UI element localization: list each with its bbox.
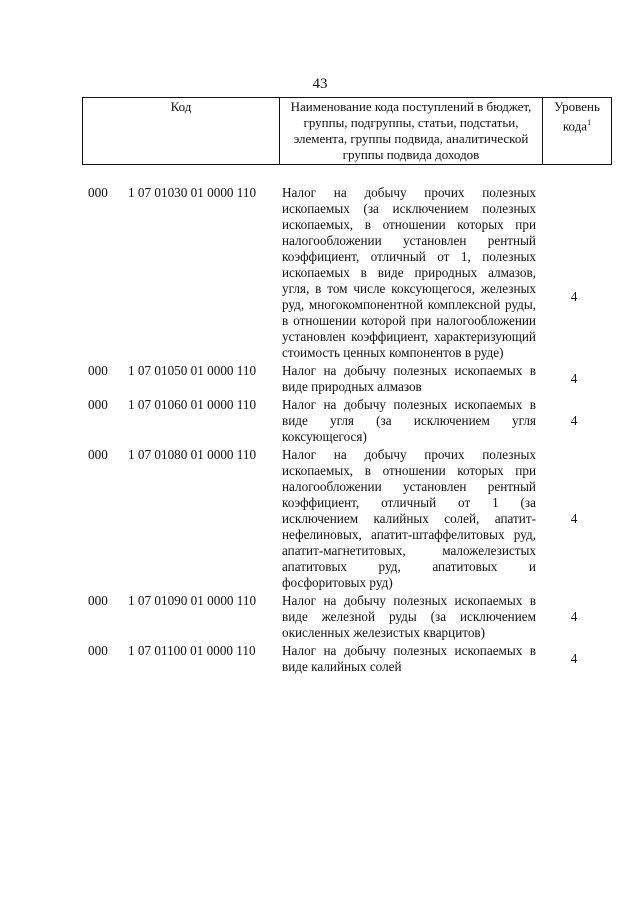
table-row — [0, 185, 640, 361]
row-name: Налог на добычу полезных ископаемых в виде железной руды (за исключением окисленных железистых кварцитов) — [282, 593, 536, 640]
table-row — [0, 397, 640, 445]
header-table — [82, 97, 612, 165]
table-row — [0, 447, 640, 591]
row-prefix: 000 — [88, 593, 108, 608]
row-level: 4 — [570, 511, 578, 526]
header-level-label: Уровень кода — [554, 99, 600, 134]
row-level: 4 — [570, 289, 578, 304]
page-number: 43 — [312, 76, 328, 92]
header-name: Наименование кода поступлений в бюджет, группы, подгруппы, статьи, подстатьи, элемента, группы подвида, аналитической группы подвида доходов — [280, 98, 543, 165]
row-level: 4 — [570, 413, 578, 428]
row-code: 1 07 01080 01 0000 110 — [128, 447, 257, 462]
code-rows — [0, 185, 640, 675]
row-code: 1 07 01050 01 0000 110 — [128, 363, 257, 378]
row-level: 4 — [570, 651, 578, 666]
row-name: Налог на добычу полезных ископаемых в виде угля (за исключением угля коксующегося) — [282, 397, 536, 444]
row-level: 4 — [570, 371, 578, 386]
row-prefix: 000 — [88, 447, 108, 462]
row-code: 1 07 01030 01 0000 110 — [128, 185, 257, 200]
header-row — [83, 98, 612, 165]
row-code: 1 07 01090 01 0000 110 — [128, 593, 257, 608]
row-name: Налог на добычу полезных ископаемых в виде природных алмазов — [282, 363, 536, 394]
header-level — [543, 98, 612, 165]
row-prefix: 000 — [88, 643, 108, 658]
row-prefix: 000 — [88, 363, 108, 378]
table-row — [0, 643, 640, 675]
row-level: 4 — [570, 609, 578, 624]
row-code: 1 07 01100 01 0000 110 — [128, 643, 256, 658]
row-code: 1 07 01060 01 0000 110 — [128, 397, 257, 412]
row-name: Налог на добычу полезных ископаемых в виде калийных солей — [282, 643, 536, 674]
row-name: Налог на добычу прочих полезных ископаемых, в отношении которых при налогообложении установлен рентный коэффициент, отличный от 1 (за исключением калийных солей, апатит-нефелиновых, апатит-штаффелитовых руд, апатит-магнетитовых, маложелезистых апатитовых руд, апатитовых и фосфоритовых руд) — [282, 447, 536, 590]
row-name: Налог на добычу прочих полезных ископаемых (за исключением полезных ископаемых, в отношении которых при налогообложении установлен рентный коэффициент, отличный от 1, полезных ископаемых в виде природных алмазов, угля, в том числе коксующегося, железных руд, многокомпонентной комплексной руды, в отношении которой при налогообложении установлен коэффициент, характеризующий стоимость ценных компонентов в руде) — [282, 185, 536, 360]
table-row — [0, 593, 640, 641]
row-prefix: 000 — [88, 185, 108, 200]
row-prefix: 000 — [88, 397, 108, 412]
table-row — [0, 363, 640, 395]
header-code: Код — [83, 98, 280, 165]
header-level-footnote: 1 — [587, 118, 592, 127]
